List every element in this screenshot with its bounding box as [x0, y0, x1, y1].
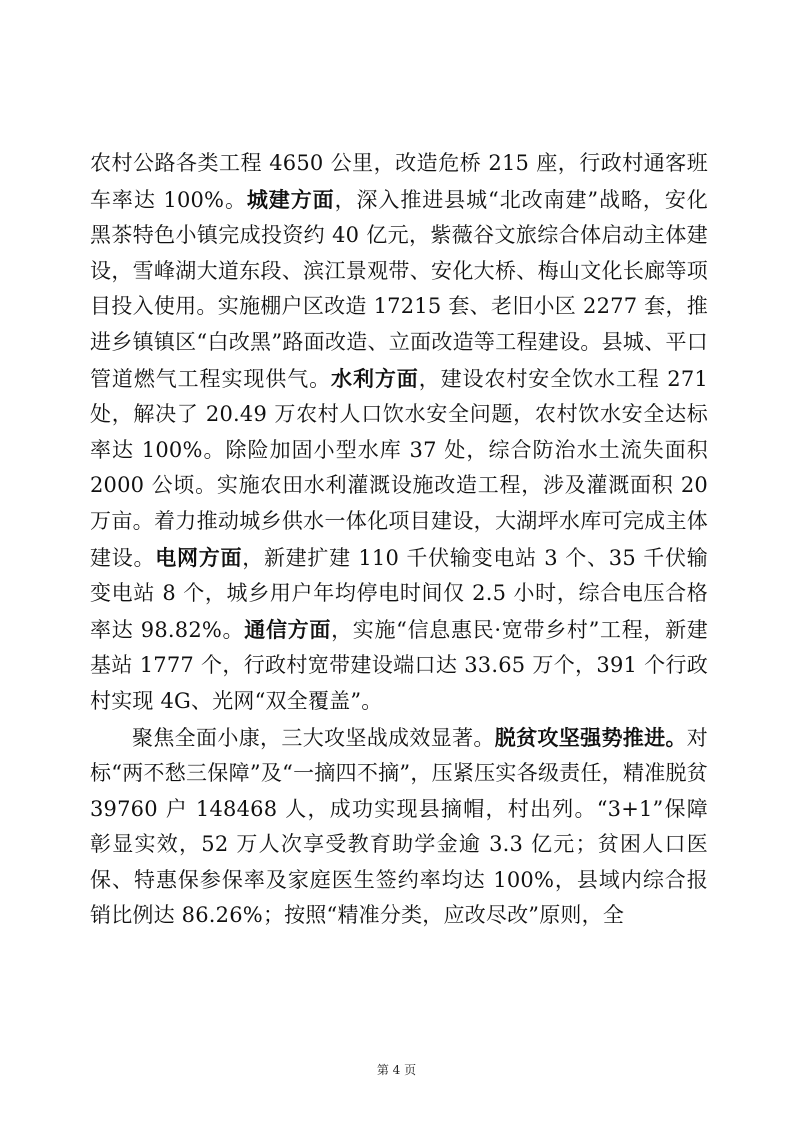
- heading-power-grid: 电网方面: [155, 544, 243, 570]
- page-number: 第 4 页: [376, 1063, 417, 1077]
- paragraph-1-text-4: ，新建扩建 110 千伏输变电站 3 个、35 千伏输变电站 8 个，城乡用户年均停电时间仅 2.5 小时，综合电压合格率达 98.82%。: [90, 545, 708, 642]
- paragraph-2-text-2: 对标“两不愁三保障”及“一摘四不摘”，压紧压实各级责任，精准脱贫 39760 户 148468 人，成功实现县摘帽，村出列。“3+1”保障彰显实效，52 万人次享受教育助学金逾 3.3 亿元；贫困人口医保、特惠保参保率及家庭医生签约率均达 100%，县域内综合报销比例达 86.26%；按照“精准分类，应改尽改”原则，全: [90, 725, 708, 928]
- paragraph-1-text-1: 农村公路各类工程 4650 公里，改造危桥 215 座，行政村通客班车率达 100%。: [90, 151, 708, 212]
- paragraph-1: [90, 146, 708, 720]
- heading-urban-construction: 城建方面: [246, 186, 335, 212]
- paragraph-2-text-1: 聚焦全面小康，三大攻坚战成效显著。: [132, 725, 495, 750]
- document-body: [90, 146, 708, 934]
- paragraph-1-text-5: ，实施“信息惠民·宽带乡村”工程，新建基站 1777 个，行政村宽带建设端口达 33.65 万个，391 个行政村实现 4G、光网“双全覆盖”。: [90, 617, 708, 713]
- paragraph-1-text-2: ，深入推进县城“北改南建”战略，安化黑茶特色小镇完成投资约 40 亿元，紫薇谷文旅综合体启动主体建设，雪峰湖大道东段、滨江景观带、安化大桥、梅山文化长廊等项目投入使用。实施棚户区改造 17215 套、老旧小区 2277 套，推进乡镇镇区“白改黑”路面改造、立面改造等工程建设。县城、平口管道燃气工程实现供气。: [90, 187, 708, 391]
- paragraph-2: [90, 720, 708, 935]
- paragraph-1-text-3: ，建设农村安全饮水工程 271 处，解决了 20.49 万农村人口饮水安全问题，农村饮水安全达标率达 100%。除险加固小型水库 37 处，综合防治水土流失面积 2000 公顷。实施农田水利灌溉设施改造工程，涉及灌溉面积 20 万亩。着力推动城乡供水一体化项目建设，大湖坪水库可完成主体建设。: [90, 366, 708, 570]
- heading-communications: 通信方面: [244, 616, 332, 642]
- heading-poverty-alleviation: 脱贫攻坚强势推进。: [494, 724, 687, 750]
- heading-water-conservancy: 水利方面: [331, 365, 419, 391]
